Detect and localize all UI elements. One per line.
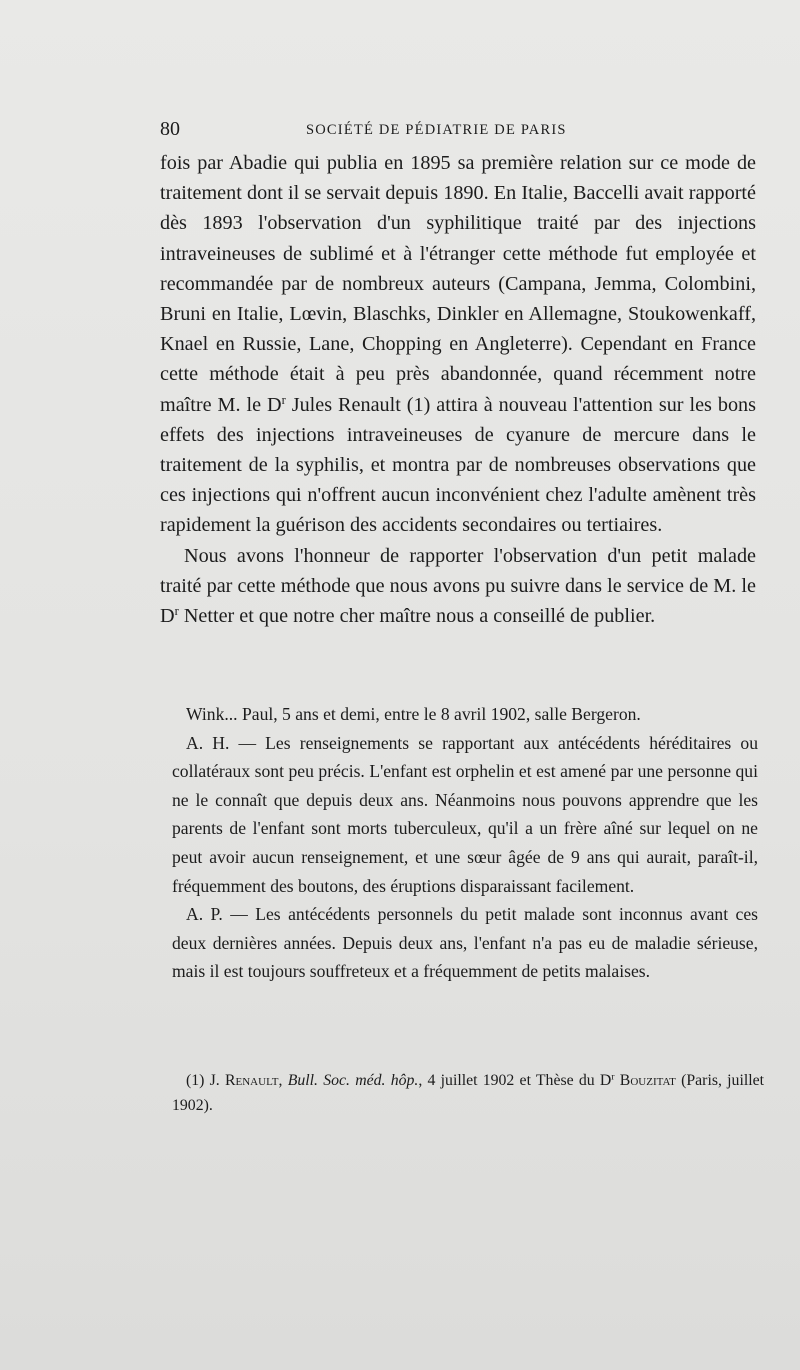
footnote-end: (Paris, juillet 1902). [172,1072,765,1114]
paragraph-2-text-b: Netter et que notre cher maître nous a conseillé de publier. [178,605,656,628]
footnote-superscript: r [611,1071,615,1083]
page-header [160,117,756,141]
footnote-journal: Bull. Soc. méd. hôp. [287,1072,419,1089]
footnote-thesis-author: Bouzitat [619,1072,676,1089]
footnote-author: Renault [224,1072,279,1089]
paragraph-2 [160,541,756,632]
case-intro: Wink... Paul, 5 ans et demi, entre le 8 avril 1902, salle Bergeron. [186,704,641,724]
footnote-middle: , 4 juillet 1902 et Thèse du D [418,1072,612,1089]
footnote-text [172,1068,764,1118]
case-personal-history: A. P. — Les antécédents personnels du petit malade sont inconnus avant ces deux dernières années. Depuis deux ans, l'enfant n'a pas eu de maladie sérieuse, mais il est toujours souffreteux et a fréquemment de petits malaises. [172,904,758,982]
case-hereditary-history: A. H. — Les renseignements se rapportant aux antécédents héréditaires ou collatéraux sont peu précis. L'enfant est orphelin et est amené par une personne qui ne le connaît que depuis deux ans. Néanmoins nous pouvons apprendre que les parents de l'enfant sont morts tuberculeux, qu'il a un frère aîné sur lequel on ne peut avoir aucun renseignement, et une sœur âgée de 9 ans qui aurait, paraît-il, fréquemment des boutons, des éruptions disparaissant facilement. [172,732,758,896]
running-title: SOCIÉTÉ DE PÉDIATRIE DE PARIS [306,122,567,138]
footnote-comma: , [278,1072,288,1089]
main-text [160,148,756,631]
case-report [172,700,758,986]
paragraph-1-text-a: fois par Abadie qui publia en 1895 sa première relation sur ce mode de traitement dont il se servait depuis 1890. En Italie, Baccelli avait rapporté dès 1893 l'observation d'un syphilitique traité par des injections intraveineuses de sublimé et à l'étranger cette méthode fut employée et recommandée par de nombreux auteurs (Campana, Jemma, Colombini, Bruni en Italie, Lœvin, Blaschks, Dinkler en Allemagne, Stoukowenkaff, Knael en Russie, Lane, Chopping en Angleterre). Cependant en France cette méthode était à peu près abandonnée, quand récemment notre maître M. le D [160,152,756,416]
page-number: 80 [160,118,180,140]
paragraph-1 [160,148,756,541]
footnote-marker: (1) J. [186,1072,225,1089]
paragraph-1-superscript: r [281,392,286,407]
paragraph-2-superscript: r [174,604,179,619]
paragraph-2-text-a: Nous avons l'honneur de rapporter l'observation d'un petit malade traité par cette méthode que nous avons pu suivre dans le service de M. le D [160,544,756,628]
footnote [172,1068,764,1118]
paragraph-1-text-b: Jules Renault (1) attira à nouveau l'attention sur les bons effets des injections intraveineuses de cyanure de mercure dans le traitement de la syphilis, et montra par de nombreuses observations que ces injections qui n'offrent aucun inconvénient chez l'adulte amènent très rapidement la guérison des accidents secondaires ou tertiaires. [160,393,756,537]
